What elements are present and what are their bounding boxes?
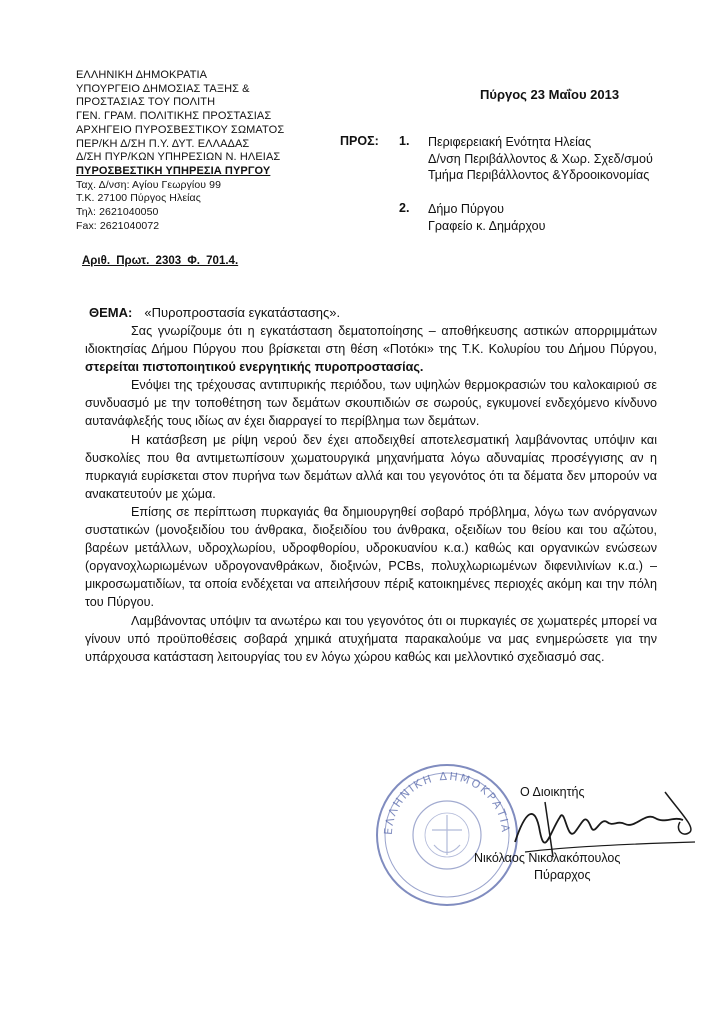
header-line: ΕΛΛΗΝΙΚΗ ΔΗΜΟΚΡΑΤΙΑ: [76, 69, 208, 81]
letter-body: [85, 322, 657, 666]
header-line: ΠΡΟΣΤΑΣΙΑΣ ΤΟΥ ΠΟΛΙΤΗ: [76, 96, 216, 109]
service-name: ΠΥΡΟΣΒΕΣΤΙΚΗ ΥΠΗΡΕΣΙΑ ΠΥΡΓΟΥ: [76, 164, 271, 177]
recipient-line: Δήμο Πύργου: [428, 202, 504, 216]
subject-label: ΘΕΜΑ:: [89, 305, 133, 320]
sender-phone: Τηλ: 2621040050: [76, 206, 159, 219]
recipient-number: 2.: [399, 201, 410, 215]
subject-text: «Πυροπροστασία εγκατάστασης».: [144, 305, 341, 320]
signatory-title: Ο Διοικητής: [520, 785, 585, 799]
header-line: ΑΡΧΗΓΕΙΟ ΠΥΡΟΣΒΕΣΤΙΚΟΥ ΣΩΜΑΤΟΣ: [76, 123, 285, 136]
recipient-2: [428, 201, 545, 234]
header-line: ΓΕΝ. ΓΡΑΜ. ΠΟΛΙΤΙΚΗΣ ΠΡΟΣΤΑΣΙΑΣ: [76, 110, 272, 123]
seal-lettering: ΕΛΛΗΝΙΚΗ ΔΗΜΟΚΡΑΤΙΑ: [381, 769, 513, 836]
subject-line: [89, 305, 340, 320]
signatory-rank: Πύραρχος: [534, 868, 591, 882]
recipient-line: Τμήμα Περιβάλλοντος &Υδροοικονομίας: [428, 168, 650, 182]
sender-fax: Fax: 2621040072: [76, 219, 160, 232]
signatory-name: Νικόλαος Νικολακόπουλος: [474, 851, 621, 865]
official-seal-icon: [372, 760, 522, 910]
recipient-line: Γραφείο κ. Δημάρχου: [428, 218, 546, 233]
recipient-1: [428, 134, 653, 184]
paragraph: Επίσης σε περίπτωση πυρκαγιάς θα δημιουργηθεί σοβαρό πρόβλημα, λόγω των ανόργανων συστατικών (μονοξειδίου του άνθρακα, διοξειδίου του άνθρακα, οξειδίων του θείου και του αζώτου, βαρέων μετάλλων, υδροχλωρίου, υδροφθορίου, υδροκυανίου κ.α.) καθώς και οργανικών ενώσεων (οργανοχλωριωμένων υδρογονανθράκων, διοξινών, PCBs, πολυχλωριωμένων διφενιλινίων κ.α.) – μικροσωματιδίων, τα οποία ενδέχεται να απειλήσουν πέριξ κατοικημένες περιοχές ακόμη και την πόλη του Πύργου.: [85, 504, 657, 610]
document-date: Πύργος 23 Μαΐου 2013: [480, 87, 620, 102]
paragraph: Λαμβάνοντας υπόψιν τα ανωτέρω και του γεγονότος ότι οι πυρκαγιές σε χωματερές μπορεί να γίνουν υπό προϋποθέσεις σοβαρά χημικά ατυχήματα παρακαλούμε να μας ενημερώσετε για την υπάρχουσα κατάσταση λειτουργίας του εν λόγω χώρου καθώς και μελλοντικό σχεδιασμό σας.: [85, 613, 657, 664]
sender-address: Ταχ. Δ/νση: Αγίου Γεωργίου 99: [76, 178, 222, 191]
recipient-line: Δ/νση Περιβάλλοντος & Χωρ. Σχεδ/σμού: [428, 151, 653, 166]
recipient-line: Περιφερειακή Ενότητα Ηλείας: [428, 135, 592, 149]
header-line: ΠΕΡ/ΚΗ Δ/ΣΗ Π.Υ. ΔΥΤ. ΕΛΛΑΔΑΣ: [76, 137, 250, 150]
paragraph-text: Σας γνωρίζουμε ότι η εγκατάσταση δεματοποίησης – αποθήκευσης αστικών απορριμμάτων ιδιοκτησίας Δήμου Πύργου που βρίσκεται στη θέση «Ποτόκι» της Τ.Κ. Κολυρίου του Δήμου Πύργου,: [85, 324, 657, 357]
paragraph: [85, 322, 657, 376]
sender-postal: Τ.Κ. 27100 Πύργος Ηλείας: [76, 192, 201, 205]
header-line: Δ/ΣΗ ΠΥΡ/ΚΩΝ ΥΠΗΡΕΣΙΩΝ Ν. ΗΛΕΙΑΣ: [76, 151, 281, 164]
protocol-number: Αριθ. Πρωτ. 2303 Φ. 701.4.: [82, 255, 239, 267]
paragraph: Η κατάσβεση με ρίψη νερού δεν έχει αποδειχθεί αποτελεσματική λαμβάνοντας υπόψιν και δυσκολίες που θα αντιμετωπίσουν χωματουργικά μηχανήματα λόγω αδυναμίας προσέγγισης αν η πυρκαγιά ευρίσκεται στον πυρήνα των δεμάτων αλλά και του γεγονότος ότι τα δέματα δεν μπορούν να ανακατευτούν με χώμα.: [85, 432, 657, 501]
paragraph: Ενόψει της τρέχουσας αντιπυρικής περιόδου, των υψηλών θερμοκρασιών του καλοκαιριού σε συνδυασμό με την τοποθέτηση των δεμάτων σκουπιδιών σε σωρούς, εγκυμονεί ενδεχόμενο κίνδυνο αυτανάφλεξής τους ιδίως αν έχει διαρραγεί το περίβλημα των δεμάτων.: [85, 378, 657, 429]
recipient-number: 1.: [399, 134, 410, 148]
header-line: ΥΠΟΥΡΓΕΙΟ ΔΗΜΟΣΙΑΣ ΤΑΞΗΣ &: [76, 82, 250, 95]
emphasis-text: στερείται πιστοποιητικού ενεργητικής πυροπροστασίας.: [85, 360, 424, 375]
sender-header: [76, 69, 284, 233]
recipients-label: ΠΡΟΣ:: [340, 134, 379, 148]
